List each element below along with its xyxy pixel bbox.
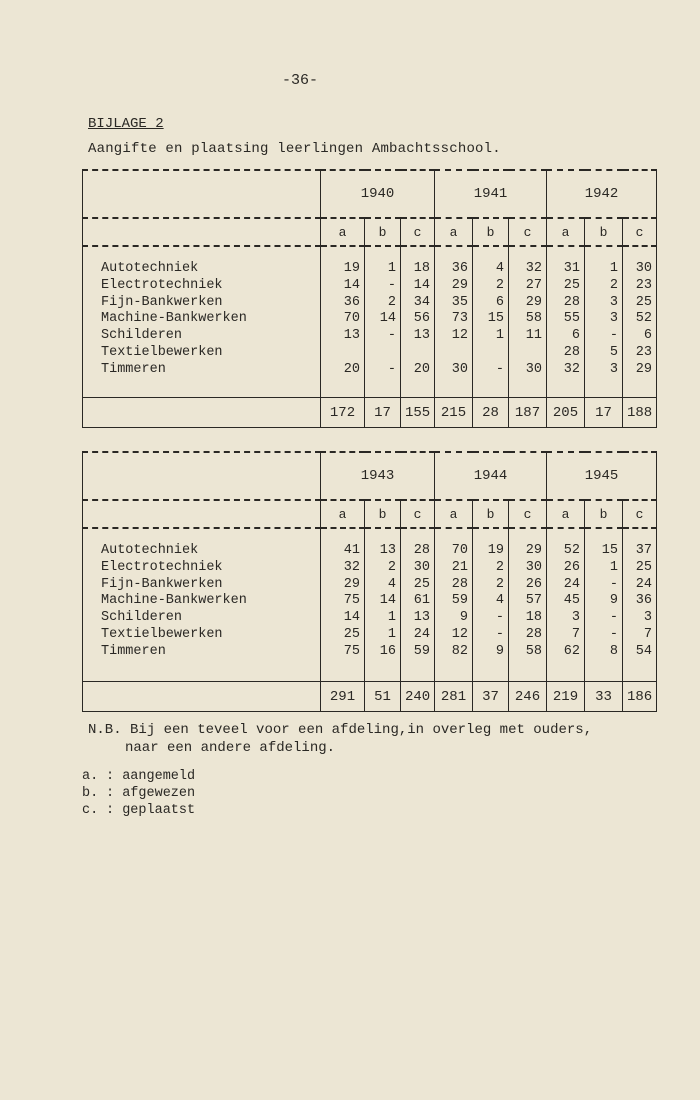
row-label: Machine-Bankwerken bbox=[101, 311, 247, 327]
cell-value bbox=[439, 345, 468, 362]
column-letter: b bbox=[585, 218, 623, 246]
cell-value: - bbox=[387, 328, 396, 344]
cell-value: 3 bbox=[609, 311, 618, 327]
cell-value: 9 bbox=[495, 643, 504, 659]
cell-value: 24 bbox=[635, 576, 652, 592]
row-label: Fijn-Bankwerken bbox=[101, 294, 223, 310]
cell-value: 29 bbox=[451, 277, 468, 293]
cell-value: 13 bbox=[343, 328, 360, 344]
page-subtitle: Aangifte en plaatsing leerlingen Ambachtsschool. bbox=[88, 141, 501, 157]
cell-value: 15 bbox=[487, 311, 504, 327]
total-value: 205 bbox=[547, 398, 585, 428]
cell-value: 62 bbox=[563, 643, 580, 659]
cell-value: 21 bbox=[451, 559, 468, 575]
cell-value: 15 bbox=[601, 543, 618, 558]
cell-value: 26 bbox=[525, 576, 542, 592]
cell-value: - bbox=[609, 328, 618, 344]
cell-value: 2 bbox=[609, 277, 618, 293]
cell-value: 4 bbox=[387, 576, 396, 592]
cell-value: 9 bbox=[609, 593, 618, 609]
total-value: 187 bbox=[509, 398, 547, 428]
column-letter: b bbox=[585, 500, 623, 528]
note-prefix: N.B. bbox=[88, 722, 122, 738]
cell-value: 5 bbox=[609, 344, 618, 360]
cell-value: 6 bbox=[495, 294, 504, 310]
cell-value: 30 bbox=[413, 559, 430, 575]
row-label: Autotechniek bbox=[101, 261, 199, 276]
cell-value: 25 bbox=[413, 576, 430, 592]
legend-item: c. : geplaatst bbox=[82, 803, 196, 818]
cell-value: 25 bbox=[635, 294, 652, 310]
year-header: 1942 bbox=[547, 170, 657, 218]
data-table bbox=[82, 169, 657, 428]
column-letter: b bbox=[365, 218, 401, 246]
cell-value: 7 bbox=[571, 626, 580, 642]
cell-value: 32 bbox=[343, 559, 360, 575]
cell-value: 18 bbox=[413, 261, 430, 276]
cell-value: 8 bbox=[609, 643, 618, 659]
column-letter: b bbox=[473, 500, 509, 528]
total-value: 155 bbox=[401, 398, 435, 428]
cell-value: 25 bbox=[563, 277, 580, 293]
cell-value: 75 bbox=[343, 593, 360, 609]
row-label: Electrotechniek bbox=[101, 277, 223, 293]
cell-value: 31 bbox=[563, 261, 580, 276]
cell-value: 14 bbox=[343, 277, 360, 293]
cell-value: 25 bbox=[343, 626, 360, 642]
row-label: Timmeren bbox=[101, 643, 166, 659]
cell-value: 75 bbox=[343, 643, 360, 659]
note bbox=[88, 721, 592, 757]
cell-value: 37 bbox=[635, 543, 652, 558]
cell-value: 55 bbox=[563, 311, 580, 327]
cell-value: 27 bbox=[525, 277, 542, 293]
year-header: 1943 bbox=[321, 452, 435, 500]
page-number: -36- bbox=[281, 72, 318, 89]
cell-value: 14 bbox=[413, 277, 430, 293]
cell-value: 2 bbox=[495, 559, 504, 575]
cell-value: 56 bbox=[413, 311, 430, 327]
cell-value bbox=[369, 345, 396, 362]
total-value: 186 bbox=[623, 682, 657, 712]
note-line-1: Bij een teveel voor een afdeling,in overleg met ouders, bbox=[130, 722, 593, 738]
total-value: 219 bbox=[547, 682, 585, 712]
table-1943-1945 bbox=[82, 451, 656, 712]
cell-value: 54 bbox=[635, 643, 652, 659]
cell-value: 1 bbox=[387, 626, 396, 642]
legend-item: b. : afgewezen bbox=[82, 786, 196, 801]
cell-value: 4 bbox=[495, 593, 504, 609]
cell-value: 34 bbox=[413, 294, 430, 310]
cell-value: - bbox=[495, 610, 504, 626]
total-value: 37 bbox=[473, 682, 509, 712]
cell-value: 36 bbox=[343, 294, 360, 310]
cell-value: 9 bbox=[459, 610, 468, 626]
cell-value: 23 bbox=[635, 344, 652, 360]
column-letter: c bbox=[401, 218, 435, 246]
cell-value: 3 bbox=[571, 610, 580, 626]
cell-value: 1 bbox=[495, 328, 504, 344]
cell-value: 61 bbox=[413, 593, 430, 609]
column-letter: c bbox=[623, 218, 657, 246]
row-label: Timmeren bbox=[101, 361, 166, 377]
table-1940-1942 bbox=[82, 169, 656, 428]
cell-value: 1 bbox=[609, 559, 618, 575]
cell-value: 12 bbox=[451, 328, 468, 344]
cell-value: 3 bbox=[609, 361, 618, 377]
cell-value: 30 bbox=[451, 361, 468, 377]
cell-value: 1 bbox=[387, 261, 396, 276]
cell-value: 13 bbox=[413, 328, 430, 344]
cell-value: 7 bbox=[643, 626, 652, 642]
cell-value bbox=[513, 345, 542, 362]
row-label: Autotechniek bbox=[101, 543, 199, 558]
total-value: 246 bbox=[509, 682, 547, 712]
cell-value: 28 bbox=[413, 543, 430, 558]
cell-value: 11 bbox=[525, 328, 542, 344]
cell-value: 36 bbox=[451, 261, 468, 276]
column-letter: a bbox=[321, 500, 365, 528]
total-value: 188 bbox=[623, 398, 657, 428]
cell-value: - bbox=[609, 610, 618, 626]
cell-value: - bbox=[495, 626, 504, 642]
total-value: 51 bbox=[365, 682, 401, 712]
cell-value: 32 bbox=[563, 361, 580, 377]
total-value: 291 bbox=[321, 682, 365, 712]
row-label: Schilderen bbox=[101, 328, 183, 344]
cell-value: - bbox=[495, 361, 504, 377]
appendix-heading: BIJLAGE 2 bbox=[88, 116, 164, 132]
cell-value: 30 bbox=[635, 261, 652, 276]
column-letter: a bbox=[435, 500, 473, 528]
cell-value: 58 bbox=[525, 643, 542, 659]
cell-value: 14 bbox=[379, 311, 396, 327]
cell-value: 73 bbox=[451, 311, 468, 327]
cell-value: 30 bbox=[525, 361, 542, 377]
cell-value: 23 bbox=[635, 277, 652, 293]
column-letter: b bbox=[365, 500, 401, 528]
note-line-2: naar een andere afdeling. bbox=[125, 740, 336, 756]
total-value: 172 bbox=[321, 398, 365, 428]
total-value: 240 bbox=[401, 682, 435, 712]
column-letter: c bbox=[623, 500, 657, 528]
row-label: Electrotechniek bbox=[101, 559, 223, 575]
cell-value: 19 bbox=[343, 261, 360, 276]
cell-value: 13 bbox=[413, 610, 430, 626]
total-value: 33 bbox=[585, 682, 623, 712]
row-label: Schilderen bbox=[101, 610, 183, 626]
year-header: 1945 bbox=[547, 452, 657, 500]
cell-value: 12 bbox=[451, 626, 468, 642]
row-label: Textielbewerken bbox=[101, 344, 223, 360]
column-letter: c bbox=[509, 218, 547, 246]
column-letter: a bbox=[547, 500, 585, 528]
cell-value bbox=[325, 345, 360, 362]
cell-value: 2 bbox=[387, 294, 396, 310]
cell-value: 52 bbox=[563, 543, 580, 558]
row-label: Textielbewerken bbox=[101, 626, 223, 642]
cell-value: 59 bbox=[451, 593, 468, 609]
cell-value: 52 bbox=[635, 311, 652, 327]
cell-value: 28 bbox=[563, 294, 580, 310]
cell-value: 13 bbox=[379, 543, 396, 558]
cell-value: 32 bbox=[525, 261, 542, 276]
cell-value: 26 bbox=[563, 559, 580, 575]
legend bbox=[82, 768, 195, 819]
total-value: 215 bbox=[435, 398, 473, 428]
cell-value: 30 bbox=[525, 559, 542, 575]
cell-value: 14 bbox=[343, 610, 360, 626]
total-value: 17 bbox=[585, 398, 623, 428]
cell-value: 59 bbox=[413, 643, 430, 659]
cell-value: 25 bbox=[635, 559, 652, 575]
cell-value: 6 bbox=[643, 328, 652, 344]
year-header: 1940 bbox=[321, 170, 435, 218]
cell-value: 3 bbox=[643, 610, 652, 626]
row-label: Fijn-Bankwerken bbox=[101, 576, 223, 592]
cell-value bbox=[477, 345, 504, 362]
column-letter: b bbox=[473, 218, 509, 246]
legend-item: a. : aangemeld bbox=[82, 769, 196, 784]
total-value: 17 bbox=[365, 398, 401, 428]
cell-value: - bbox=[387, 277, 396, 293]
cell-value: 1 bbox=[387, 610, 396, 626]
cell-value: 24 bbox=[563, 576, 580, 592]
cell-value: 29 bbox=[635, 361, 652, 377]
cell-value: 29 bbox=[525, 294, 542, 310]
cell-value: 16 bbox=[379, 643, 396, 659]
cell-value: 70 bbox=[343, 311, 360, 327]
cell-value: 58 bbox=[525, 311, 542, 327]
cell-value: 28 bbox=[563, 344, 580, 360]
cell-value: 20 bbox=[343, 361, 360, 377]
column-letter: a bbox=[435, 218, 473, 246]
cell-value: 45 bbox=[563, 593, 580, 609]
cell-value: - bbox=[609, 626, 618, 642]
cell-value: 41 bbox=[343, 543, 360, 558]
year-header: 1941 bbox=[435, 170, 547, 218]
column-letter: c bbox=[509, 500, 547, 528]
total-value: 28 bbox=[473, 398, 509, 428]
year-header: 1944 bbox=[435, 452, 547, 500]
cell-value: 14 bbox=[379, 593, 396, 609]
cell-value bbox=[405, 345, 430, 362]
cell-value: 2 bbox=[495, 576, 504, 592]
cell-value: 29 bbox=[525, 543, 542, 558]
cell-value: 70 bbox=[451, 543, 468, 558]
cell-value: 29 bbox=[343, 576, 360, 592]
column-letter: a bbox=[547, 218, 585, 246]
cell-value: 20 bbox=[413, 361, 430, 377]
cell-value: 57 bbox=[525, 593, 542, 609]
cell-value: 36 bbox=[635, 593, 652, 609]
cell-value: 2 bbox=[495, 277, 504, 293]
cell-value: - bbox=[387, 361, 396, 377]
data-table bbox=[82, 451, 657, 712]
cell-value: 28 bbox=[451, 576, 468, 592]
cell-value: 82 bbox=[451, 643, 468, 659]
cell-value: 28 bbox=[525, 626, 542, 642]
cell-value: 6 bbox=[571, 328, 580, 344]
cell-value: 18 bbox=[525, 610, 542, 626]
column-letter: c bbox=[401, 500, 435, 528]
cell-value: 4 bbox=[495, 261, 504, 276]
column-letter: a bbox=[321, 218, 365, 246]
cell-value: 1 bbox=[609, 261, 618, 276]
cell-value: - bbox=[609, 576, 618, 592]
cell-value: 24 bbox=[413, 626, 430, 642]
total-value: 281 bbox=[435, 682, 473, 712]
row-label: Machine-Bankwerken bbox=[101, 593, 247, 609]
cell-value: 35 bbox=[451, 294, 468, 310]
cell-value: 3 bbox=[609, 294, 618, 310]
cell-value: 2 bbox=[387, 559, 396, 575]
cell-value: 19 bbox=[487, 543, 504, 558]
